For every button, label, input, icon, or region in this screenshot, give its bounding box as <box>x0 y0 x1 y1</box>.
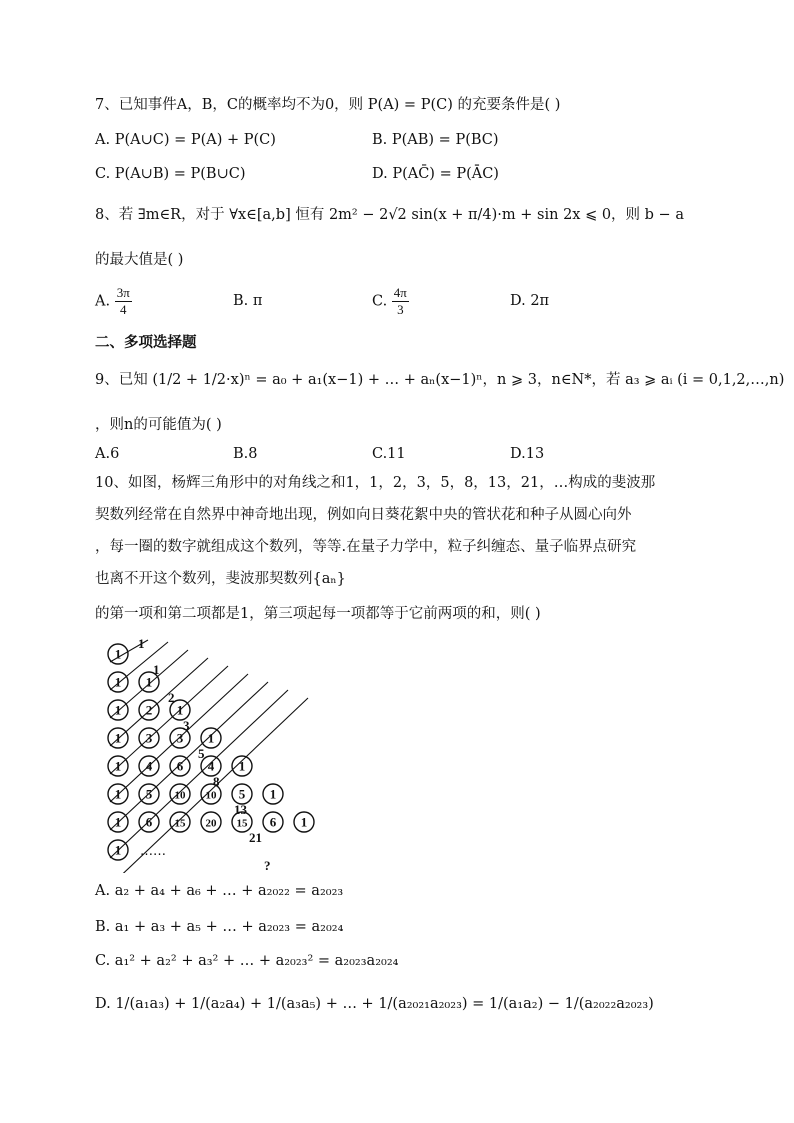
q8-option-c-numerator: 4π <box>393 285 407 300</box>
q8-option-c-denominator: 3 <box>397 302 404 317</box>
q8-stem-continued: 的最大值是( ) <box>95 252 184 268</box>
triangle-cell-number: 1 <box>269 786 277 802</box>
q10-line-4: 也离不开这个数列，斐波那契数列{aₙ} <box>95 571 346 587</box>
triangle-cell-number: 3 <box>176 730 184 746</box>
triangle-cell-number: 1 <box>114 786 122 802</box>
triangle-cell-number: 1 <box>114 646 122 662</box>
triangle-cell-number: 5 <box>238 786 246 802</box>
triangle-cell-number: 1 <box>238 758 246 774</box>
diagonal-sum-label: 21 <box>249 830 262 845</box>
diagonal-sum-label: 2 <box>168 690 175 705</box>
diagonal-sum-label: 1 <box>138 638 145 651</box>
q10-option-c: C. a₁² + a₂² + a₃² + … + a₂₀₂₃² = a₂₀₂₃a₂₀₂₄ <box>95 953 399 969</box>
triangle-cell-number: 6 <box>145 814 153 830</box>
q10-option-d: D. 1/(a₁a₃) + 1/(a₂a₄) + 1/(a₃a₅) + … + 1/(a₂₀₂₁a₂₀₂₃) = 1/(a₁a₂) − 1/(a₂₀₂₂a₂₀₂₃) <box>95 996 654 1012</box>
q10-line-2: 契数列经常在自然界中神奇地出现，例如向日葵花絮中央的管状花和种子从圆心向外 <box>95 507 632 523</box>
diagonal-sum-label: 5 <box>198 746 205 761</box>
q10-line-3: ，每一圈的数字就组成这个数列，等等.在量子力学中，粒子纠缠态、量子临界点研究 <box>95 539 637 555</box>
q8-option-a-label: A. <box>95 293 111 310</box>
diagonal-sum-label: 8 <box>213 774 220 789</box>
q9-option-b: B.8 <box>233 446 258 462</box>
q9-option-a: A.6 <box>95 446 120 462</box>
q8-option-b: B. π <box>233 293 263 309</box>
q9-option-d: D.13 <box>510 446 545 462</box>
triangle-cell-number: 15 <box>236 817 248 830</box>
q10-option-a: A. a₂ + a₄ + a₆ + … + a₂₀₂₂ = a₂₀₂₃ <box>95 883 344 899</box>
triangle-cell-number: 1 <box>114 758 122 774</box>
q8-option-a <box>95 285 132 318</box>
diagonal-sum-label: ? <box>264 858 271 873</box>
q7-stem: 7、已知事件A，B，C的概率均不为0，则 P(A) = P(C) 的充要条件是( ) <box>95 97 561 113</box>
triangle-cell-number: 1 <box>300 814 308 830</box>
diagonal-sum-label: 1 <box>153 662 160 677</box>
diagonal-sum-label: 13 <box>234 802 247 817</box>
section-heading-multiple-choice: 二、多项选择题 <box>95 335 197 351</box>
q9-stem: 9、已知 (1/2 + 1/2·x)ⁿ = a₀ + a₁(x−1) + … + aₙ(x−1)ⁿ，n ⩾ 3，n∈N*，若 a₃ ⩾ aᵢ (i = 0,1,2,…,n) <box>95 372 785 388</box>
triangle-cell-number: 1 <box>114 842 122 858</box>
triangle-cell-number: 6 <box>176 758 184 774</box>
triangle-cell-number: 1 <box>207 730 215 746</box>
triangle-cell-number: 1 <box>114 730 122 746</box>
triangle-cell-number: 1 <box>114 674 122 690</box>
triangle-cell-number: 2 <box>145 702 153 718</box>
triangle-cell-number: 10 <box>205 789 217 802</box>
q9-option-c: C.11 <box>372 446 406 462</box>
q7-option-d: D. P(AC̄) = P(ĀC) <box>372 166 499 182</box>
triangle-cell-number: 6 <box>269 814 277 830</box>
triangle-cell-number: 1 <box>145 674 153 690</box>
triangle-cell-number: 1 <box>114 702 122 718</box>
triangle-cell-number: 3 <box>145 730 153 746</box>
triangle-cell-number: 1 <box>114 814 122 830</box>
q10-line-5: 的第一项和第二项都是1，第三项起每一项都等于它前两项的和，则( ) <box>95 606 541 622</box>
q8-option-a-denominator: 4 <box>119 302 127 317</box>
q7-option-a: A. P(A∪C) = P(A) + P(C) <box>95 132 276 148</box>
q8-option-c <box>372 285 409 318</box>
triangle-cell-number: 20 <box>205 817 217 830</box>
q10-line-1: 10、如图，杨辉三角形中的对角线之和1，1，2，3，5，8，13，21，…构成的斐波那 <box>95 475 656 491</box>
q8-option-a-numerator: 3π <box>116 285 130 300</box>
q7-option-c: C. P(A∪B) = P(B∪C) <box>95 166 246 182</box>
triangle-cell-number: 4 <box>145 758 153 774</box>
q9-stem-continued: ，则n的可能值为( ) <box>95 417 222 433</box>
diagonal-sum-label: 3 <box>183 718 190 733</box>
q8-option-a-fraction <box>115 285 132 318</box>
q8-option-d: D. 2π <box>510 293 550 309</box>
triangle-cell-number: 15 <box>174 817 186 830</box>
triangle-cell-number: 5 <box>145 786 153 802</box>
q8-stem: 8、若 ∃m∈R，对于 ∀x∈[a,b] 恒有 2m² − 2√2 sin(x + π/4)·m + sin 2x ⩽ 0，则 b − a <box>95 207 684 223</box>
q7-option-b: B. P(AB) = P(BC) <box>372 132 499 148</box>
triangle-cell-number: 10 <box>174 789 186 802</box>
triangle-ellipsis: …… <box>140 844 166 859</box>
q8-option-c-fraction <box>392 285 409 318</box>
q10-option-b: B. a₁ + a₃ + a₅ + … + a₂₀₂₃ = a₂₀₂₄ <box>95 919 344 935</box>
triangle-cell-number: 1 <box>176 702 184 718</box>
triangle-cell-number: 4 <box>207 758 215 774</box>
q8-option-c-label: C. <box>372 293 388 310</box>
yanghui-triangle-figure <box>100 638 340 873</box>
